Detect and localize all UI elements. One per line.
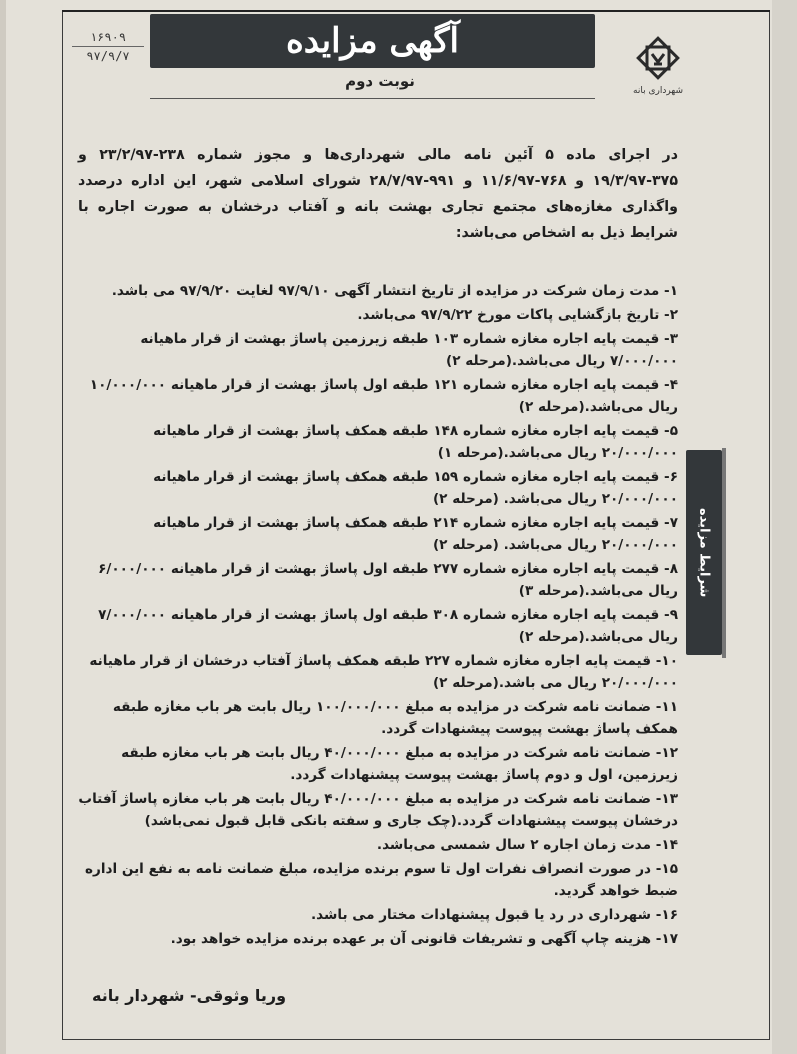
top-rule <box>62 10 770 12</box>
condition-item <box>78 420 678 464</box>
condition-text: ۸- قیمت پایه اجاره مغازه شماره ۲۷۷ طبقه اول پاساژ بهشت از قرار ماهیانه ۶/۰۰۰/۰۰۰ ریال می‌باشد.(مرحله ۳) <box>98 561 678 599</box>
condition-item <box>78 374 678 418</box>
header-divider <box>150 98 595 99</box>
condition-text: ۴- قیمت پایه اجاره مغازه شماره ۱۲۱ طبقه اول پاساژ بهشت از قرار ماهیانه ۱۰/۰۰۰/۰۰۰ ریال می‌باشد.(مرحله ۲) <box>89 377 678 415</box>
condition-text: ۱۲- ضمانت نامه شرکت در مزایده به مبلغ ۴۰/۰۰۰/۰۰۰ ریال بابت هر باب مغازه طبقه زیرزمین، اول و دوم پاساژ بهشت پیوست پیشنهادات گردد. <box>121 745 678 783</box>
condition-item <box>78 858 678 902</box>
condition-text: ۲- تاریخ بازگشایی پاکات مورخ ۹۷/۹/۲۲ می‌باشد. <box>357 307 678 323</box>
condition-text: ۱۷- هزینه چاپ آگهی و تشریفات قانونی آن بر عهده برنده مزایده خواهد بود. <box>170 931 678 947</box>
municipality-logo <box>628 32 688 104</box>
condition-item <box>78 650 678 694</box>
condition-item <box>78 328 678 372</box>
condition-item <box>78 280 678 302</box>
notice-intro: در اجرای ماده ۵ آئین نامه مالی شهرداری‌ها و مجوز شماره ۲۳۸-۲۳/۲/۹۷ و ۳۷۵-۱۹/۳/۹۷ و ۷۶۸-۱۱/۶/۹۷ و ۹۹۱-۲۸/۷/۹۷ شورای اسلامی شهر، این اداره درصدد واگذاری مغازه‌های مجتمع تجاری بهشت بانه و آفتاب درخشان به صورت اجاره با شرایط ذیل به اشخاص می‌باشد: <box>78 147 678 241</box>
notice-code-box <box>72 28 144 70</box>
condition-text: ۱۳- ضمانت نامه شرکت در مزایده به مبلغ ۴۰/۰۰۰/۰۰۰ ریال بابت هر باب مغازه پاساژ آفتاب درخشان پیوست پیشنهادات گردد.(چک جاری و سفته بانکی قابل قبول نمی‌باشد) <box>78 791 678 829</box>
notice-subtitle: نوبت دوم <box>345 72 415 90</box>
conditions-list <box>78 280 678 952</box>
condition-text: ۳- قیمت پایه اجاره مغازه شماره ۱۰۳ طبقه زیرزمین پاساژ بهشت از قرار ماهیانه ۷/۰۰۰/۰۰۰ ریال می‌باشد.(مرحله ۲) <box>140 331 678 369</box>
conditions-side-tab <box>686 450 722 655</box>
condition-item <box>78 904 678 926</box>
condition-item <box>78 742 678 786</box>
condition-text: ۱۱- ضمانت نامه شرکت در مزایده به مبلغ ۱۰۰/۰۰۰/۰۰۰ ریال بابت هر باب مغازه طبقه همکف پاساژ بهشت پیوست پیشنهادات گردد. <box>112 699 678 737</box>
condition-item <box>78 788 678 832</box>
adjacent-column-edge <box>772 0 797 1054</box>
condition-text: ۷- قیمت پایه اجاره مغازه شماره ۲۱۴ طبقه همکف پاساژ بهشت از قرار ماهیانه ۲۰/۰۰۰/۰۰۰ ریال می‌باشد. (مرحله ۲) <box>153 515 678 553</box>
condition-item <box>78 928 678 950</box>
mayor-signature: وریا وثوقی- شهردار بانه <box>92 986 287 1005</box>
municipality-emblem-icon <box>632 32 684 84</box>
condition-item <box>78 558 678 602</box>
condition-item <box>78 834 678 856</box>
notice-date: ۹۷/۹/۷ <box>86 49 130 63</box>
condition-text: ۱۵- در صورت انصراف نفرات اول تا سوم برنده مزایده، مبلغ ضمانت نامه به نفع این اداره ضبط خواهد گردید. <box>84 861 678 899</box>
logo-caption: شهرداری بانه <box>633 86 683 96</box>
condition-item <box>78 466 678 510</box>
notice-title: آگهی مزایده <box>150 14 595 68</box>
condition-text: ۹- قیمت پایه اجاره مغازه شماره ۳۰۸ طبقه اول پاساژ بهشت از قرار ماهیانه ۷/۰۰۰/۰۰۰ ریال می‌باشد.(مرحله ۲) <box>98 607 678 645</box>
condition-text: ۱۶- شهرداری در رد یا قبول پیشنهادات مختار می باشد. <box>310 907 678 923</box>
side-tab-strip <box>722 448 726 658</box>
condition-text: ۵- قیمت پایه اجاره مغازه شماره ۱۴۸ طبقه همکف پاساژ بهشت از قرار ماهیانه ۲۰/۰۰۰/۰۰۰ ریال می‌باشد.(مرحله ۱) <box>153 423 678 461</box>
condition-text: ۱۴- مدت زمان اجاره ۲ سال شمسی می‌باشد. <box>376 837 678 853</box>
condition-item <box>78 604 678 648</box>
conditions-side-label: شرایط مزایده <box>696 507 712 598</box>
condition-text: ۶- قیمت پایه اجاره مغازه شماره ۱۵۹ طبقه همکف پاساژ بهشت از قرار ماهیانه ۲۰/۰۰۰/۰۰۰ ریال می‌باشد. (مرحله ۲) <box>153 469 678 507</box>
condition-text: ۱۰- قیمت پایه اجاره مغازه شماره ۲۲۷ طبقه همکف پاساژ آفتاب درخشان از قرار ماهیانه ۲۰/۰۰۰/۰۰۰ ریال می باشد.(مرحله ۲) <box>89 653 678 691</box>
condition-text: ۱- مدت زمان شرکت در مزایده از تاریخ انتشار آگهی ۹۷/۹/۱۰ لغایت ۹۷/۹/۲۰ می باشد. <box>111 283 678 299</box>
condition-item <box>78 696 678 740</box>
condition-item <box>78 512 678 556</box>
notice-code: ۱۶۹۰۹ <box>72 28 144 47</box>
condition-item <box>78 304 678 326</box>
